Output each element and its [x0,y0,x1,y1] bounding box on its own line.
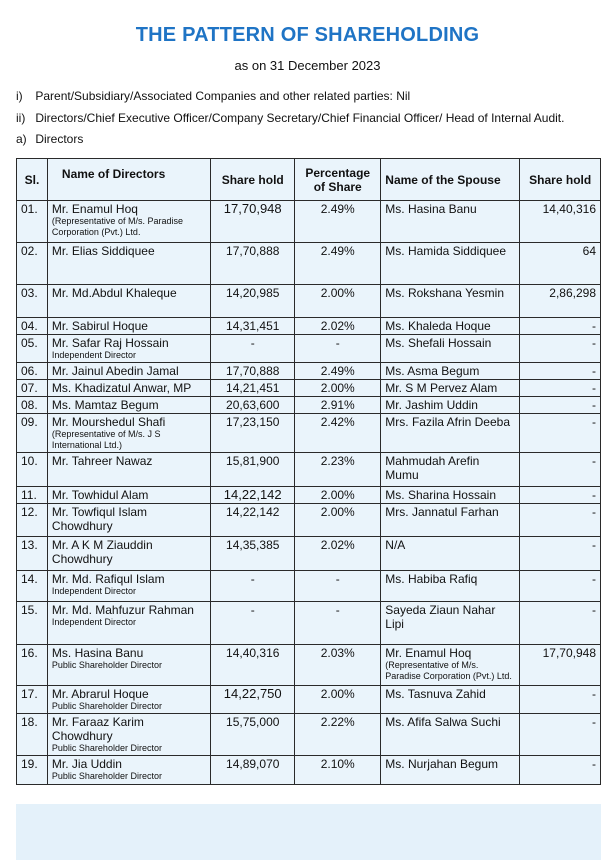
cell-share-hold-text: 20,63,600 [226,398,280,412]
cell-sl-text: 10. [21,454,38,468]
cell-share-hold-text: 15,75,000 [226,715,280,729]
cell-spouse-share-hold-text: - [592,687,596,701]
cell-sl-text: 11. [21,488,37,502]
cell-spouse-share-hold-text: - [592,603,596,617]
cell-percentage-text: 2.02% [320,538,355,552]
cell-spouse-share-hold [520,645,601,686]
cell-spouse-share-hold [520,537,601,571]
cell-share-hold [211,602,295,645]
table-row [17,504,601,537]
cell-director-name-text: Mr. Tahreer Nawaz [51,454,153,468]
cell-director-name-note: Public Shareholder Director [51,660,162,670]
cell-spouse-share-hold [520,380,601,397]
cell-spouse-share-hold-text: - [592,398,596,412]
cell-spouse-name-text: Mr. Jashim Uddin [385,398,478,412]
cell-director-name-text: Ms. Mamtaz Begum [51,398,159,412]
cell-sl [17,380,48,397]
cell-share-hold [211,571,295,602]
shareholding-table [16,158,601,785]
cell-percentage [295,318,381,335]
table-row [17,397,601,414]
cell-percentage-text: 2.42% [320,415,355,429]
cell-spouse-name [381,243,520,285]
table-row [17,335,601,363]
cell-director-name-note: Independent Director [51,586,136,596]
cell-sl [17,504,48,537]
cell-spouse-share-hold-text: - [592,538,596,552]
cell-director-name-text: Mr. A K M Ziauddin Chowdhury [51,538,153,566]
cell-share-hold [211,397,295,414]
header-name-of-directors: Name of Directors [47,159,210,201]
cell-percentage [295,335,381,363]
cell-spouse-name-text: Ms. Habiba Rafiq [385,572,478,586]
cell-share-hold [211,645,295,686]
page-subtitle: as on 31 December 2023 [234,58,381,73]
table-row [17,453,601,487]
cell-director-name [47,537,210,571]
cell-sl [17,756,48,785]
cell-spouse-name-text: Mr. Enamul Hoq [385,646,472,660]
cell-percentage-text: 2.49% [320,244,355,258]
cell-spouse-share-hold [520,363,601,380]
cell-share-hold [211,453,295,487]
cell-spouse-name [381,602,520,645]
cell-share-hold-text: 14,21,451 [226,381,280,395]
cell-share-hold-text: 17,70,948 [223,201,282,216]
cell-percentage [295,571,381,602]
cell-director-name-note: Public Shareholder Director [51,701,162,711]
cell-share-hold-text: 14,22,142 [226,505,280,519]
cell-sl [17,397,48,414]
cell-spouse-name-text: Mrs. Jannatul Farhan [385,505,499,519]
cell-spouse-share-hold [520,414,601,453]
cell-director-name-text: Mr. Sabirul Hoque [51,319,148,333]
cell-sl-text: 12. [21,505,38,519]
cell-share-hold-text: 14,22,142 [223,487,282,502]
cell-sl-text: 03. [21,286,38,300]
note-number: ii) [16,111,26,125]
table-row [17,414,601,453]
cell-share-hold [211,756,295,785]
cell-director-name [47,318,210,335]
cell-director-name-note: (Representative of M/s. J S International Ltd.) [51,429,161,450]
cell-spouse-name-text: Mahmudah Arefin Mumu [385,454,480,482]
cell-percentage-text: - [335,603,340,617]
cell-sl [17,645,48,686]
table-row [17,243,601,285]
cell-share-hold-text: 14,20,985 [226,286,280,300]
cell-spouse-share-hold-text: - [592,454,596,468]
cell-spouse-name-text: Ms. Sharina Hossain [385,488,496,502]
cell-percentage [295,453,381,487]
cell-director-name-note: Public Shareholder Director [51,743,162,753]
cell-director-name-text: Mr. Md. Rafiqul Islam [51,572,165,586]
cell-share-hold-text: 14,35,385 [226,538,280,552]
note-text: Directors/Chief Executive Officer/Company Secretary/Chief Financial Officer/ Head of Internal Audit. [35,111,565,125]
cell-percentage-text: 2.00% [320,488,355,502]
cell-percentage [295,487,381,504]
table-row [17,571,601,602]
cell-spouse-name [381,537,520,571]
header-sl: Sl. [17,159,48,201]
header-spouse-share-hold: Share hold [520,159,601,201]
cell-share-hold [211,714,295,756]
cell-share-hold-text: 15,81,900 [226,454,280,468]
cell-sl [17,363,48,380]
cell-share-hold-text: - [250,572,255,586]
cell-percentage-text: 2.00% [320,687,355,701]
cell-spouse-name [381,645,520,686]
cell-director-name-text: Mr. Mourshedul Shafi [51,415,166,429]
cell-spouse-share-hold-text: 2,86,298 [549,286,596,300]
cell-percentage [295,645,381,686]
cell-percentage [295,686,381,714]
cell-spouse-share-hold-text: - [592,319,596,333]
cell-percentage [295,714,381,756]
cell-sl [17,487,48,504]
cell-director-name [47,714,210,756]
cell-director-name [47,201,210,243]
cell-director-name-text: Mr. Towhidul Alam [51,488,149,502]
table-row [17,380,601,397]
cell-spouse-name [381,686,520,714]
table-row [17,285,601,318]
cell-director-name-text: Mr. Faraaz Karim Chowdhury [51,715,144,743]
cell-sl [17,571,48,602]
cell-percentage-text: 2.00% [320,505,355,519]
cell-director-name-text: Mr. Md. Mahfuzur Rahman [51,603,194,617]
cell-share-hold [211,537,295,571]
table-header-row [17,159,601,201]
cell-spouse-share-hold [520,571,601,602]
cell-spouse-name-text: Ms. Asma Begum [385,364,480,378]
cell-sl-text: 08. [21,398,38,412]
cell-spouse-name [381,285,520,318]
cell-spouse-share-hold-text: - [592,715,596,729]
cell-sl-text: 07. [21,381,38,395]
cell-spouse-name [381,363,520,380]
cell-share-hold-text: 17,70,888 [226,244,280,258]
cell-share-hold [211,686,295,714]
cell-spouse-share-hold-text: - [592,415,596,429]
cell-director-name-text: Mr. Safar Raj Hossain [51,336,169,350]
cell-sl [17,453,48,487]
cell-percentage [295,380,381,397]
cell-spouse-name [381,571,520,602]
cell-percentage [295,414,381,453]
cell-percentage [295,285,381,318]
table-row [17,363,601,380]
cell-percentage-text: 2.49% [320,364,355,378]
cell-sl [17,335,48,363]
cell-share-hold [211,335,295,363]
table-row [17,537,601,571]
cell-sl-text: 19. [21,757,38,771]
cell-share-hold [211,380,295,397]
cell-director-name-note: Public Shareholder Director [51,771,162,781]
cell-spouse-share-hold-text: - [592,381,596,395]
cell-share-hold [211,363,295,380]
cell-spouse-share-hold [520,504,601,537]
cell-spouse-name [381,335,520,363]
cell-share-hold-text: 14,22,750 [223,686,282,701]
cell-director-name [47,602,210,645]
table-row [17,201,601,243]
cell-director-name-note: (Representative of M/s. Paradise Corporation (Pvt.) Ltd. [51,216,183,237]
cell-director-name [47,285,210,318]
cell-sl-text: 06. [21,364,38,378]
cell-percentage-text: 2.02% [320,319,355,333]
cell-percentage-text: 2.49% [320,202,355,216]
cell-percentage-text: 2.00% [320,381,355,395]
cell-percentage [295,201,381,243]
cell-sl-text: 14. [21,572,38,586]
cell-sl [17,602,48,645]
cell-percentage-text: 2.00% [320,286,355,300]
cell-director-name [47,571,210,602]
cell-sl-text: 04. [21,319,38,333]
cell-sl [17,318,48,335]
cell-share-hold [211,504,295,537]
cell-director-name [47,380,210,397]
cell-director-name [47,645,210,686]
cell-spouse-name [381,380,520,397]
cell-sl [17,201,48,243]
cell-spouse-name [381,397,520,414]
table-row [17,645,601,686]
cell-percentage [295,504,381,537]
cell-director-name-text: Mr. Elias Siddiquee [51,244,155,258]
cell-director-name-text: Mr. Md.Abdul Khaleque [51,286,177,300]
page-title: THE PATTERN OF SHAREHOLDING [135,24,480,46]
cell-sl-text: 16. [21,646,38,660]
cell-director-name [47,686,210,714]
cell-sl [17,414,48,453]
cell-spouse-name-text: Ms. Tasnuva Zahid [385,687,486,701]
bottom-shaded-panel [16,804,601,860]
cell-director-name [47,453,210,487]
cell-share-hold [211,487,295,504]
cell-spouse-share-hold [520,318,601,335]
cell-percentage [295,537,381,571]
note-related-parties [16,89,410,103]
cell-director-name-note: Independent Director [51,617,136,627]
cell-spouse-share-hold-text: - [592,364,596,378]
cell-spouse-share-hold-text: - [592,336,596,350]
cell-sl-text: 09. [21,415,38,429]
note-directors [16,132,83,146]
cell-sl-text: 18. [21,715,38,729]
cell-spouse-share-hold [520,285,601,318]
cell-spouse-name-text: Ms. Nurjahan Begum [385,757,498,771]
cell-spouse-share-hold [520,487,601,504]
cell-sl-text: 17. [21,687,38,701]
cell-director-name [47,414,210,453]
cell-sl [17,537,48,571]
cell-director-name-text: Mr. Abrarul Hoque [51,687,149,701]
cell-director-name [47,397,210,414]
cell-sl-text: 01. [21,202,38,216]
header-name-of-spouse: Name of the Spouse [381,159,520,201]
cell-spouse-share-hold [520,243,601,285]
note-directors-officers [16,111,564,125]
cell-director-name [47,504,210,537]
table-row [17,602,601,645]
cell-spouse-name-text: Ms. Rokshana Yesmin [385,286,505,300]
cell-percentage-text: - [335,336,340,350]
cell-director-name [47,363,210,380]
cell-share-hold [211,318,295,335]
cell-spouse-share-hold [520,335,601,363]
table-row [17,686,601,714]
cell-share-hold-text: - [250,603,255,617]
cell-director-name-text: Ms. Khadizatul Anwar, MP [51,381,192,395]
cell-share-hold-text: 14,89,070 [226,757,280,771]
cell-spouse-name-note: (Representative of M/s. Paradise Corporation (Pvt.) Ltd. [385,660,512,681]
cell-spouse-name [381,414,520,453]
cell-sl [17,714,48,756]
cell-director-name [47,243,210,285]
cell-spouse-share-hold-text: - [592,505,596,519]
note-text: Parent/Subsidiary/Associated Companies and other related parties: Nil [35,89,411,103]
cell-spouse-share-hold [520,756,601,785]
table-row [17,714,601,756]
cell-spouse-name-text: Ms. Shefali Hossain [385,336,492,350]
cell-spouse-name-text: Mr. S M Pervez Alam [385,381,498,395]
header-share-hold: Share hold [211,159,295,201]
cell-spouse-name-text: Ms. Hamida Siddiquee [385,244,507,258]
cell-spouse-name-text: Ms. Khaleda Hoque [385,319,491,333]
cell-percentage-text: 2.91% [320,398,355,412]
cell-director-name-text: Ms. Hasina Banu [51,646,144,660]
cell-director-name-text: Mr. Towfiqul Islam Chowdhury [51,505,148,533]
cell-percentage [295,397,381,414]
cell-percentage-text: 2.10% [320,757,355,771]
cell-spouse-share-hold-text: 14,40,316 [542,202,596,216]
cell-share-hold-text: 14,40,316 [226,646,280,660]
note-number: a) [16,132,27,146]
cell-spouse-name-text: Mrs. Fazila Afrin Deeba [385,415,510,429]
cell-share-hold-text: 17,70,888 [226,364,280,378]
cell-spouse-name [381,487,520,504]
cell-share-hold [211,285,295,318]
cell-share-hold-text: 14,31,451 [226,319,280,333]
cell-spouse-name [381,318,520,335]
cell-sl-text: 05. [21,336,38,350]
cell-spouse-share-hold [520,453,601,487]
cell-sl [17,243,48,285]
cell-spouse-share-hold-text: 17,70,948 [542,646,596,660]
cell-percentage-text: - [335,572,340,586]
cell-sl [17,285,48,318]
cell-sl-text: 15. [21,603,38,617]
cell-share-hold [211,414,295,453]
cell-percentage [295,363,381,380]
cell-director-name [47,756,210,785]
cell-spouse-share-hold-text: - [592,757,596,771]
cell-spouse-name [381,201,520,243]
cell-spouse-name [381,453,520,487]
cell-director-name [47,487,210,504]
table-row [17,487,601,504]
cell-percentage [295,756,381,785]
cell-spouse-name [381,714,520,756]
cell-percentage [295,602,381,645]
cell-spouse-name-text: Sayeda Ziaun Nahar Lipi [385,603,496,631]
cell-spouse-share-hold [520,602,601,645]
cell-percentage-text: 2.23% [320,454,355,468]
cell-spouse-share-hold [520,397,601,414]
cell-spouse-share-hold [520,201,601,243]
cell-percentage [295,243,381,285]
cell-spouse-name-text: N/A [385,538,406,552]
cell-director-name-text: Mr. Enamul Hoq [51,202,138,216]
cell-sl [17,686,48,714]
cell-spouse-name [381,756,520,785]
cell-share-hold [211,243,295,285]
cell-director-name-text: Mr. Jia Uddin [51,757,122,771]
cell-spouse-name-text: Ms. Hasina Banu [385,202,477,216]
cell-share-hold-text: 17,23,150 [226,415,280,429]
cell-spouse-share-hold [520,714,601,756]
note-number: i) [16,89,23,103]
cell-spouse-share-hold-text: - [592,572,596,586]
cell-sl-text: 02. [21,244,38,258]
header-percentage: Percentage of Share [295,159,381,201]
table-body [17,201,601,785]
cell-sl-text: 13. [21,538,38,552]
cell-spouse-share-hold-text: - [592,488,596,502]
cell-spouse-name [381,504,520,537]
cell-spouse-share-hold [520,686,601,714]
cell-director-name-text: Mr. Jainul Abedin Jamal [51,364,179,378]
cell-share-hold [211,201,295,243]
note-text: Directors [35,132,84,146]
cell-percentage-text: 2.22% [320,715,355,729]
cell-director-name-note: Independent Director [51,350,136,360]
cell-director-name [47,335,210,363]
table-row [17,318,601,335]
cell-percentage-text: 2.03% [320,646,355,660]
cell-share-hold-text: - [250,336,255,350]
cell-spouse-name-text: Ms. Afifa Salwa Suchi [385,715,501,729]
table-row [17,756,601,785]
cell-spouse-share-hold-text: 64 [582,244,596,258]
